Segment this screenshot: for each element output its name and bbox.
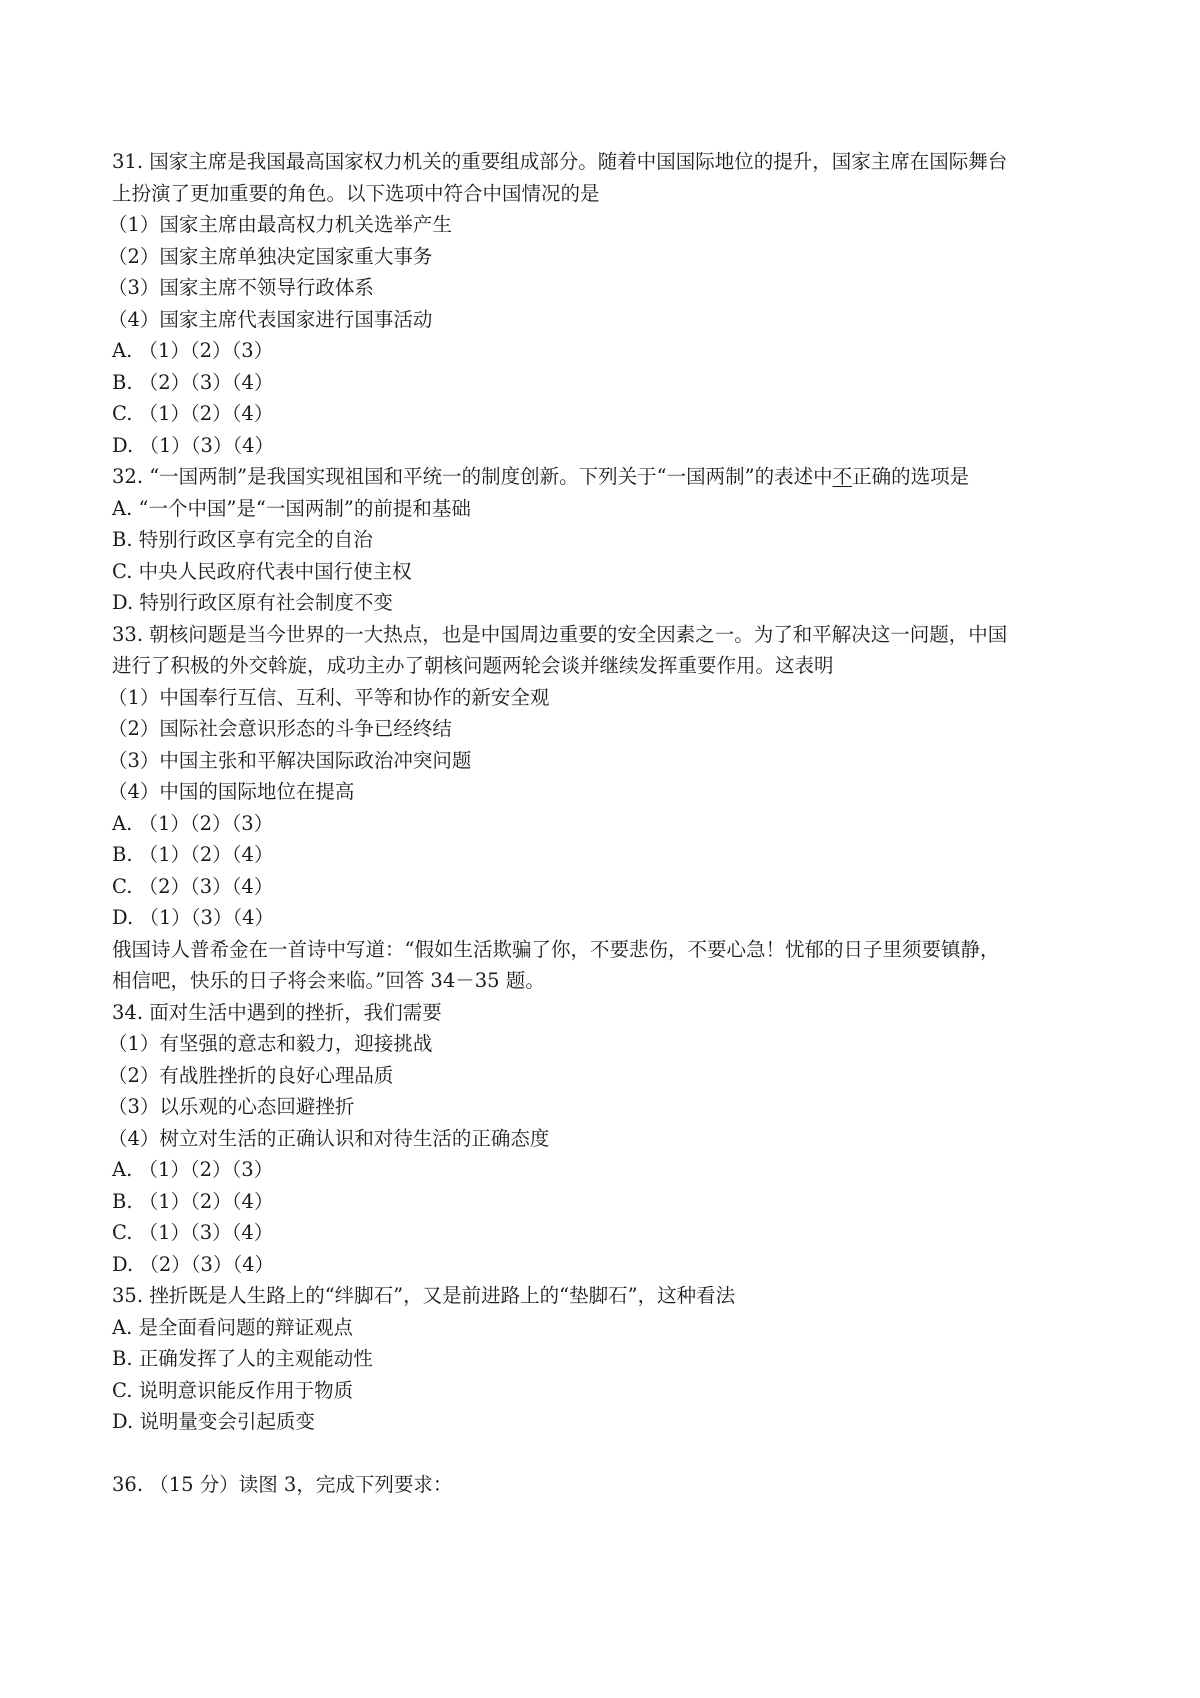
question-stem: 33. 朝核问题是当今世界的一大热点，也是中国周边重要的安全因素之一。为了和平解决这一问题，中国: [112, 622, 1008, 646]
exam-page: [108, 146, 1092, 1500]
statement-item: （2）国际社会意识形态的斗争已经终结: [108, 717, 452, 740]
answer-option-b: B. （1）（2）（4）: [112, 843, 274, 866]
statement-item: （2）有战胜挫折的良好心理品质: [108, 1063, 394, 1087]
question-34: [108, 997, 1092, 1281]
answer-option-d: D. 说明量变会引起质变: [112, 1410, 315, 1433]
statement-item: （3）国家主席不领导行政体系: [108, 276, 374, 299]
answer-option-c: C. （1）（2）（4）: [112, 402, 274, 425]
answer-option-b: B. 正确发挥了人的主观能动性: [112, 1347, 373, 1370]
question-stem: 进行了积极的外交斡旋，成功主办了朝核问题两轮会谈并继续发挥重要作用。这表明: [112, 654, 834, 677]
statement-item: （1）国家主席由最高权力机关选举产生: [108, 213, 452, 236]
statement-item: （3）以乐观的心态回避挫折: [108, 1095, 355, 1118]
question-stem: [112, 461, 1092, 493]
answer-option-b: B. 特别行政区享有完全的自治: [112, 528, 373, 551]
answer-option-d: D. 特别行政区原有社会制度不变: [112, 591, 393, 614]
question-31: [108, 146, 1092, 461]
answer-option-b: B. （2）（3）（4）: [112, 370, 274, 394]
question-36: [112, 1469, 1092, 1501]
statement-item: （4）中国的国际地位在提高: [108, 780, 355, 803]
question-32: [112, 461, 1092, 619]
statement-item: （3）中国主张和平解决国际政治冲突问题: [108, 748, 472, 772]
reading-passage: [112, 934, 1092, 997]
answer-option-b: B. （1）（2）（4）: [112, 1189, 274, 1213]
statement-item: （1）中国奉行互信、互利、平等和协作的新安全观: [108, 685, 550, 709]
question-stem: 34. 面对生活中遇到的挫折，我们需要: [112, 1000, 442, 1024]
question-33: [108, 619, 1092, 934]
answer-option-d: D. （1）（3）（4）: [112, 433, 275, 457]
statement-item: （1）有坚强的意志和毅力，迎接挑战: [108, 1032, 433, 1055]
answer-option-a: A. （1）（2）（3）: [112, 339, 274, 362]
statement-item: （4）树立对生活的正确认识和对待生活的正确态度: [108, 1126, 550, 1150]
question-stem: 36. （15 分）读图 3，完成下列要求：: [112, 1472, 453, 1496]
answer-option-a: A. 是全面看问题的辩证观点: [112, 1315, 353, 1339]
question-stem: 31. 国家主席是我国最高国家权力机关的重要组成部分。随着中国国际地位的提升，国家主席在国际舞台: [112, 150, 1008, 173]
answer-option-c: C. （1）（3）（4）: [112, 1221, 274, 1244]
spacer: [112, 1438, 1092, 1469]
statement-item: （4）国家主席代表国家进行国事活动: [108, 307, 433, 331]
answer-option-a: A. （1）（2）（3）: [112, 1158, 274, 1181]
statement-item: （2）国家主席单独决定国家重大事务: [108, 244, 433, 268]
passage-line: 相信吧，快乐的日子将会来临。”回答 34－35 题。: [112, 969, 545, 992]
stem-text: 32. “一国两制”是我国实现祖国和平统一的制度创新。下列关于“一国两制”的表述中: [112, 465, 833, 488]
answer-option-d: D. （1）（3）（4）: [112, 906, 275, 929]
passage-line: 俄国诗人普希金在一首诗中写道：“假如生活欺骗了你，不要悲伤，不要心急！忧郁的日子里须要镇静，: [112, 937, 1000, 961]
underlined-negation: 不: [832, 465, 853, 488]
question-stem: 上扮演了更加重要的角色。以下选项中符合中国情况的是: [112, 181, 600, 205]
answer-option-c: C. 中央人民政府代表中国行使主权: [112, 559, 412, 583]
answer-option-a: A. （1）（2）（3）: [112, 811, 274, 835]
answer-option-c: C. （2）（3）（4）: [112, 874, 274, 898]
answer-option-a: A. “一个中国”是“一国两制”的前提和基础: [112, 496, 471, 520]
answer-option-c: C. 说明意识能反作用于物质: [112, 1378, 354, 1402]
answer-option-d: D. （2）（3）（4）: [112, 1252, 275, 1276]
stem-text: 正确的选项是: [852, 465, 970, 488]
question-stem: 35. 挫折既是人生路上的“绊脚石”，又是前进路上的“垫脚石”，这种看法: [112, 1284, 736, 1307]
question-35: [112, 1280, 1092, 1438]
